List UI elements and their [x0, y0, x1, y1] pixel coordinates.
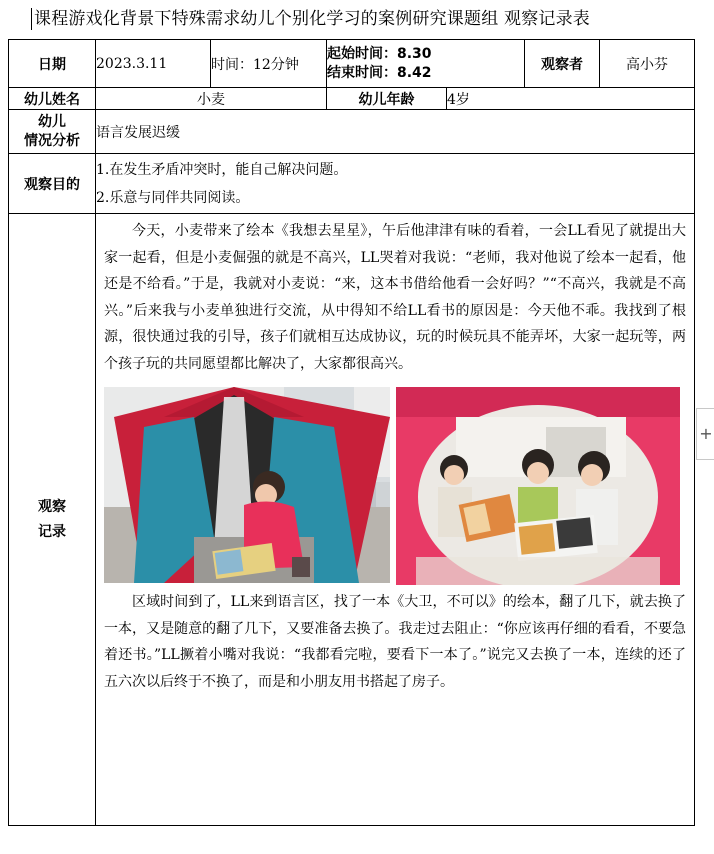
- date-label: 日期: [9, 40, 96, 88]
- text-cursor: [31, 8, 32, 30]
- plus-icon: +: [699, 424, 713, 443]
- analysis-label-line2: 情况分析: [24, 132, 80, 149]
- duration-text[interactable]: 时间：12分钟: [211, 40, 327, 88]
- photo-tent-reading: [104, 387, 390, 583]
- time-range[interactable]: [327, 40, 525, 88]
- observer-label: 观察者: [525, 40, 600, 88]
- photo-children-reading-tent: [396, 387, 680, 585]
- purpose-item-2: 2.乐意与同伴共同阅读。: [96, 189, 250, 206]
- analysis-label-line1: 幼儿: [38, 113, 66, 130]
- purpose-list[interactable]: [96, 154, 695, 214]
- child-age-value[interactable]: 4岁: [447, 88, 695, 110]
- photo-children-reading-image: [396, 387, 680, 585]
- purpose-item-1: 1.在发生矛盾冲突时，能自己解决问题。: [96, 161, 348, 178]
- record-paragraph-1: 今天，小麦带来了绘本《我想去星星》，午后他津津有味的看着，一会LL看见了就提出大家一起看，但是小麦倔强的就是不高兴，LL哭着对我说：“老师，我对他说了绘本一起看，他还是不给看。”于是，我就对小麦说：“来，这本书借给他看一会好吗？”“不高兴，我就是不高兴。”后来我与小麦单独进行交流，从中得知不给LL看书的原因是：今天他不乖。我找到了根源，很快通过我的引导，孩子们就相互达成协议，玩的时候玩具不能弄坏，大家一起玩等，两个孩子玩的共同愿望都比解决了，大家都很高兴。: [104, 223, 687, 372]
- child-name-label: 幼儿姓名: [9, 88, 96, 110]
- record-label-line2: 记录: [38, 523, 66, 540]
- start-time: 起始时间：8.30: [327, 45, 432, 62]
- photo-row: [96, 377, 694, 589]
- end-time: 结束时间：8.42: [327, 64, 432, 81]
- child-name-value[interactable]: 小麦: [96, 88, 327, 110]
- purpose-label: 观察目的: [9, 154, 96, 214]
- record-paragraph-2: 区域时间到了，LL来到语言区，找了一本《大卫，不可以》的绘本，翻了几下，就去换了一本，又是随意的翻了几下，又要准备去换了。我走过去阻止：“你应该再仔细的看看，不要急着还书。”LL撅着小嘴对我说：“我都看完啦，要看下一本了。”说完又去换了一本，连续的还了五六次以后终于不换了，而是和小朋友用书搭起了房子。: [104, 594, 687, 690]
- analysis-value[interactable]: 语言发展迟缓: [96, 110, 695, 154]
- child-age-label: 幼儿年龄: [327, 88, 447, 110]
- record-label-line1: 观察: [38, 498, 66, 515]
- observer-value[interactable]: 高小芬: [600, 40, 695, 88]
- photo-tent-reading-image: [104, 387, 390, 583]
- document-title: 课程游戏化背景下特殊需求幼儿个别化学习的案例研究课题组 观察记录表: [34, 9, 591, 29]
- record-label: [9, 214, 96, 826]
- observation-table: [8, 39, 695, 826]
- add-button[interactable]: [696, 408, 714, 460]
- analysis-label: [9, 110, 96, 154]
- date-value[interactable]: 2023.3.11: [96, 40, 211, 88]
- record-content[interactable]: [96, 214, 695, 826]
